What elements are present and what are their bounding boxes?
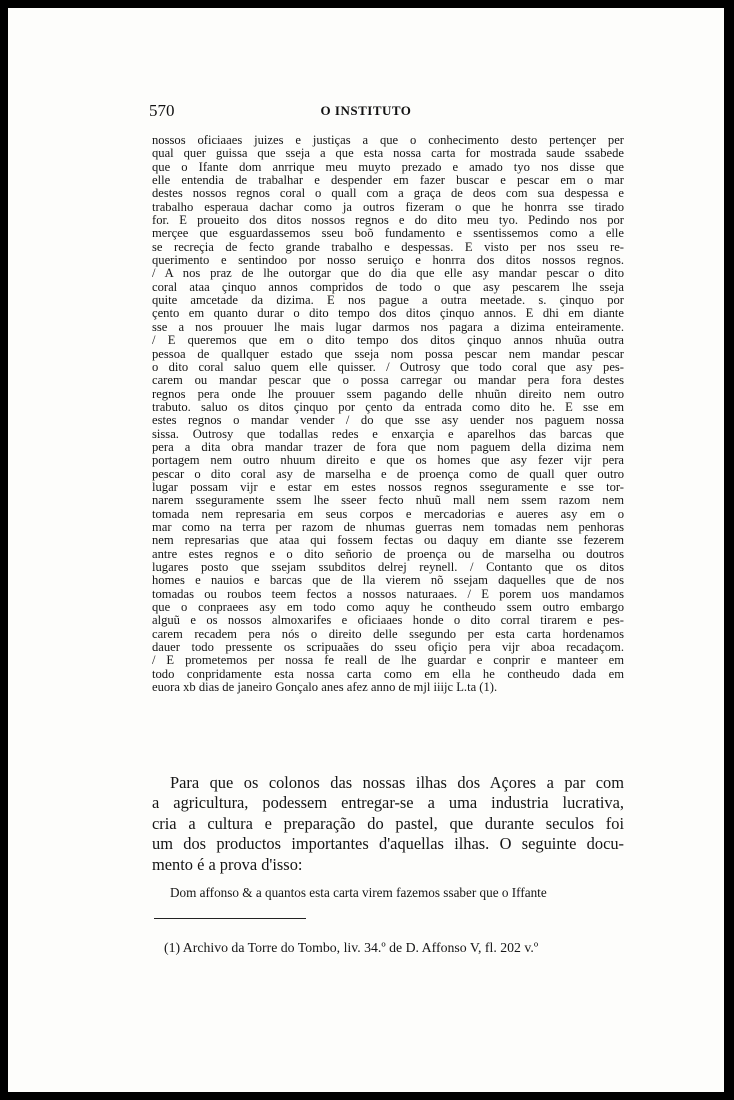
charter-line: carem recadem pera nós o direito delle ssegundo per esta carta hordenamos	[152, 626, 624, 641]
body-paragraph	[152, 773, 624, 875]
page-number: 570	[149, 101, 175, 120]
charter-line: alguũ e os nossos almoxarifes e oficiaaes honde o dito corral tirarem e pes-	[152, 613, 624, 628]
charter-line: / A nos praz de lhe outorgar que do dia que elle asy mandar pescar o dito	[152, 266, 624, 281]
transcribed-charter	[152, 134, 624, 694]
charter-line: / E queremos que em o dito tempo dos ditos çinquo annos nhuũa outra	[152, 333, 624, 348]
charter-line: nossos oficiaaes juizes e justiças a que o conhecimento desto pertençer per	[152, 133, 624, 147]
charter-line: estes regnos o mandar vender / do que sse asy uender nos paguem nossa	[152, 413, 624, 428]
charter-line: dauer todo pressente os scripuaães do sseu ofiçio pera vijr aboa recadaçom.	[152, 640, 624, 655]
charter-line: que o conpraees asy em todo como aquy he contheudo ssem outro embargo	[152, 600, 624, 615]
charter-line: homes e nauios e barcas que de lla vierem nõ ssejam daquelles que de nos	[152, 573, 624, 588]
charter-line: querimento e sentindoo por nosso seruiço e honrra dos ditos nossos regnos.	[152, 253, 624, 268]
charter-line: carem ou mandar pescar que o possa carregar ou mandar pera fora destes	[152, 373, 624, 388]
charter-line: que o Ifante dom anrrique meu muyto prezado e amado tyo nos disse que	[152, 159, 624, 174]
charter-line: regnos pera onde lhe prouuer ssem pagando delle nhuũn direito nem outro	[152, 386, 624, 401]
footnote-divider	[154, 918, 306, 919]
charter-line: nem represarias que ataa qui fossem fectas ou daquy em diante sse fezerem	[152, 533, 624, 548]
charter-line: / E prometemos per nossa fe reall de lhe guardar e conprir e manteer em	[152, 653, 624, 668]
charter-line: o dito coral saluo quem elle quisser. / Outrosy que todo coral que asy pes-	[152, 359, 624, 374]
charter-line: se recreçia de fecto grande trabalho e despessas. E visto per nos sseu re-	[152, 239, 624, 254]
charter-line: for. E proueito dos ditos nossos regnos e do dito meu tyo. Pedindo nos por	[152, 213, 624, 228]
charter-line: quite amcetade da dizima. E nos pague a outra meetade. s. çinquo por	[152, 293, 624, 308]
paragraph-line: mento é a prova d'isso:	[152, 854, 303, 874]
charter-line: coral ataa çinquo annos compridos de todo o que asy pescarem lhe sseja	[152, 279, 624, 294]
charter-line: trabalho esperaua dachar como ja outros fizeram o que he honrra sse tirado	[152, 199, 624, 214]
charter-line: sse a nos prouuer lhe mais lugar darmos nos pagara a dizima enteiramente.	[152, 319, 624, 334]
charter-line: todo conpridamente esta nossa carta como em ella he contheudo dada em	[152, 666, 624, 681]
page-header	[8, 101, 724, 125]
book-page	[8, 8, 724, 1092]
charter-line: sissa. Outrosy que todallas redes e enxarçia e aparelhos das barcas que	[152, 426, 624, 441]
running-title: O INSTITUTO	[320, 103, 412, 118]
charter-line: narem sseguramente ssem lhe sseer fecto nhuũ mall nem ssem razom nem	[152, 493, 624, 508]
footnote: (1) Archivo da Torre do Tombo, liv. 34.º de D. Affonso V, fl. 202 v.º	[164, 940, 539, 955]
charter-line: mar como na terra per razom de nhumas guerras nem tomadas nem penhoras	[152, 519, 624, 534]
charter-line: merçee que esguardassemos sseu boõ fundamento e ssentissemos como a elle	[152, 226, 624, 241]
charter-line: tomadas ou roubos teem fectos a nossos naturaaes. / E porem uos mandamos	[152, 586, 624, 601]
charter-line: elle entendia de trabalhar e despender em fazer buscar e pescar em o mar	[152, 173, 624, 188]
paragraph-line: a agricultura, podessem entregar-se a uma industria lucrativa,	[152, 793, 624, 813]
charter-line: qual quer guissa que sseja a que esta nossa carta for mostrada saude ssabede	[152, 146, 624, 161]
charter-line: lugares posto que ssejam ssubditos delrej reynell. / Contanto que os ditos	[152, 560, 624, 574]
paragraph-line: cria a cultura e preparação do pastel, que durante seculos foi	[152, 813, 624, 833]
charter-line: tomada nem represaria em seus corpos e mercadorias e aueres asy em o	[152, 506, 624, 521]
charter-line: çento em quanto durar o dito tempo dos ditos çinquo annos. E dhi em diante	[152, 306, 624, 321]
paragraph-line: um dos productos importantes d'aquellas ilhas. O seguinte docu-	[152, 834, 624, 854]
paragraph-line: Para que os colonos das nossas ilhas dos Açores a par com	[170, 773, 624, 792]
charter-line: lugar possam vijr e estar em estes nossos regnos sseguramente e sse tor-	[152, 479, 624, 494]
next-document-opening: Dom affonso & a quantos esta carta virem fazemos ssaber que o Iffante	[170, 885, 547, 900]
charter-line: portagem nem outro nhuum direito e que os homes que asy fezer vijr pera	[152, 453, 624, 468]
charter-line: antre estes regnos e o dito señorio de proença ou de marselha ou doutros	[152, 546, 624, 561]
charter-line: pessoa de quallquer estado que sseja nom possa pescar nem mandar pescar	[152, 346, 624, 361]
charter-line: destes nossos regnos coral o quall com a graça de deos com sua despessa e	[152, 186, 624, 201]
charter-line: pera a dita obra mandar trazer de fora que nom paguem della dizima nem	[152, 439, 624, 454]
charter-line: euora xb dias de janeiro Gonçalo anes afez anno de mjl iiijc L.ta (1).	[152, 680, 498, 695]
charter-line: trabuto. saluo os ditos çinquo por çento da entrada como dito he. E sse em	[152, 399, 624, 414]
charter-line: pescar o dito coral asy de marselha e de proença como de quall quer outro	[152, 466, 624, 481]
